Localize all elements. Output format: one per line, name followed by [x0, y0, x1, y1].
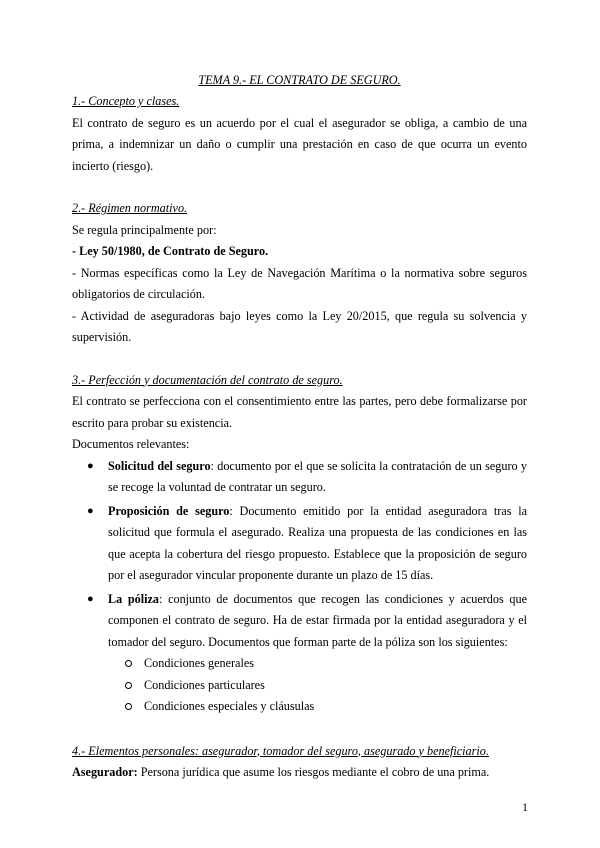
term: Asegurador: [72, 765, 138, 779]
circle-bullet-icon [125, 682, 132, 689]
spacer [72, 177, 527, 198]
document-page [72, 70, 527, 784]
section-2-intro: Se regula principalmente por: [72, 222, 217, 237]
list-item [72, 501, 527, 587]
sub-item-label: Condiciones especiales y cláusulas [144, 699, 315, 713]
spacer [72, 720, 527, 741]
sub-item-label: Condiciones particulares [144, 677, 265, 692]
section-2-item-1: - Ley 50/1980, de Contrato de Seguro. [72, 244, 269, 258]
sub-list-item [108, 675, 527, 697]
bullet-icon: ● [87, 459, 94, 472]
description: Persona jurídica que asume los riesgos mediante el cobro de una prima. [137, 765, 490, 779]
section-4-text [72, 762, 527, 784]
term: Proposición de seguro [108, 503, 230, 518]
section-4-heading: 4.- Elementos personales: asegurador, tomador del seguro, asegurado y beneficiario. [72, 743, 489, 758]
circle-bullet-icon [125, 703, 132, 710]
description: : conjunto de documentos que recogen las condiciones y acuerdos que componen el contrato de seguro. Ha de estar firmada por la entidad aseguradora y el tomador del seguro. Documentos que forman parte de la póliza son los siguientes: [108, 591, 527, 649]
page-number: 1 [522, 800, 528, 814]
description: : Documento emitido por la entidad aseguradora tras la solicitud que formula el asegurado. Realiza una propuesta de las condiciones en las que acepta la cobertura del riesgo propuesto. Establece que la proposición de seguro por el asegurador vincular proponente durante un plazo de 15 días. [108, 503, 528, 582]
section-1-text: El contrato de seguro es un acuerdo por el cual el asegurador se obliga, a cambio de una prima, a indemnizar un daño o cumplir una prestación en caso de que ocurra un evento incierto (riesgo). [72, 115, 527, 173]
section-2-heading: 2.- Régimen normativo. [72, 201, 188, 215]
spacer [72, 349, 527, 370]
list-item [72, 589, 527, 718]
sub-item-label: Condiciones generales [144, 656, 254, 670]
term: Solicitud del seguro [108, 458, 211, 473]
sub-list-item [108, 696, 527, 718]
section-3-docs-label: Documentos relevantes: [72, 437, 190, 451]
documents-list [72, 456, 527, 718]
term: La póliza [108, 591, 160, 606]
bullet-icon: ● [87, 592, 94, 605]
bullet-icon: ● [87, 504, 94, 517]
description: : documento por el que se solicita la contratación de un seguro y se recoge la voluntad de contratar un seguro. [108, 458, 527, 494]
sub-list-item [108, 653, 527, 675]
document-title: TEMA 9.- EL CONTRATO DE SEGURO. [198, 73, 401, 87]
policy-documents-list [108, 653, 527, 718]
circle-bullet-icon [125, 660, 132, 667]
section-3-text: El contrato se perfecciona con el consentimiento entre las partes, pero debe formalizarse por escrito para probar su existencia. [72, 394, 527, 430]
section-2-item-3: - Actividad de aseguradoras bajo leyes como la Ley 20/2015, que regula su solvencia y supervisión. [72, 308, 527, 344]
section-1-heading: 1.- Concepto y clases. [72, 94, 180, 108]
section-3-heading: 3.- Perfección y documentación del contrato de seguro. [72, 372, 343, 387]
section-2-item-2: - Normas específicas como la Ley de Navegación Marítima o la normativa sobre seguros obligatorios de circulación. [72, 265, 527, 301]
list-item [72, 456, 527, 499]
